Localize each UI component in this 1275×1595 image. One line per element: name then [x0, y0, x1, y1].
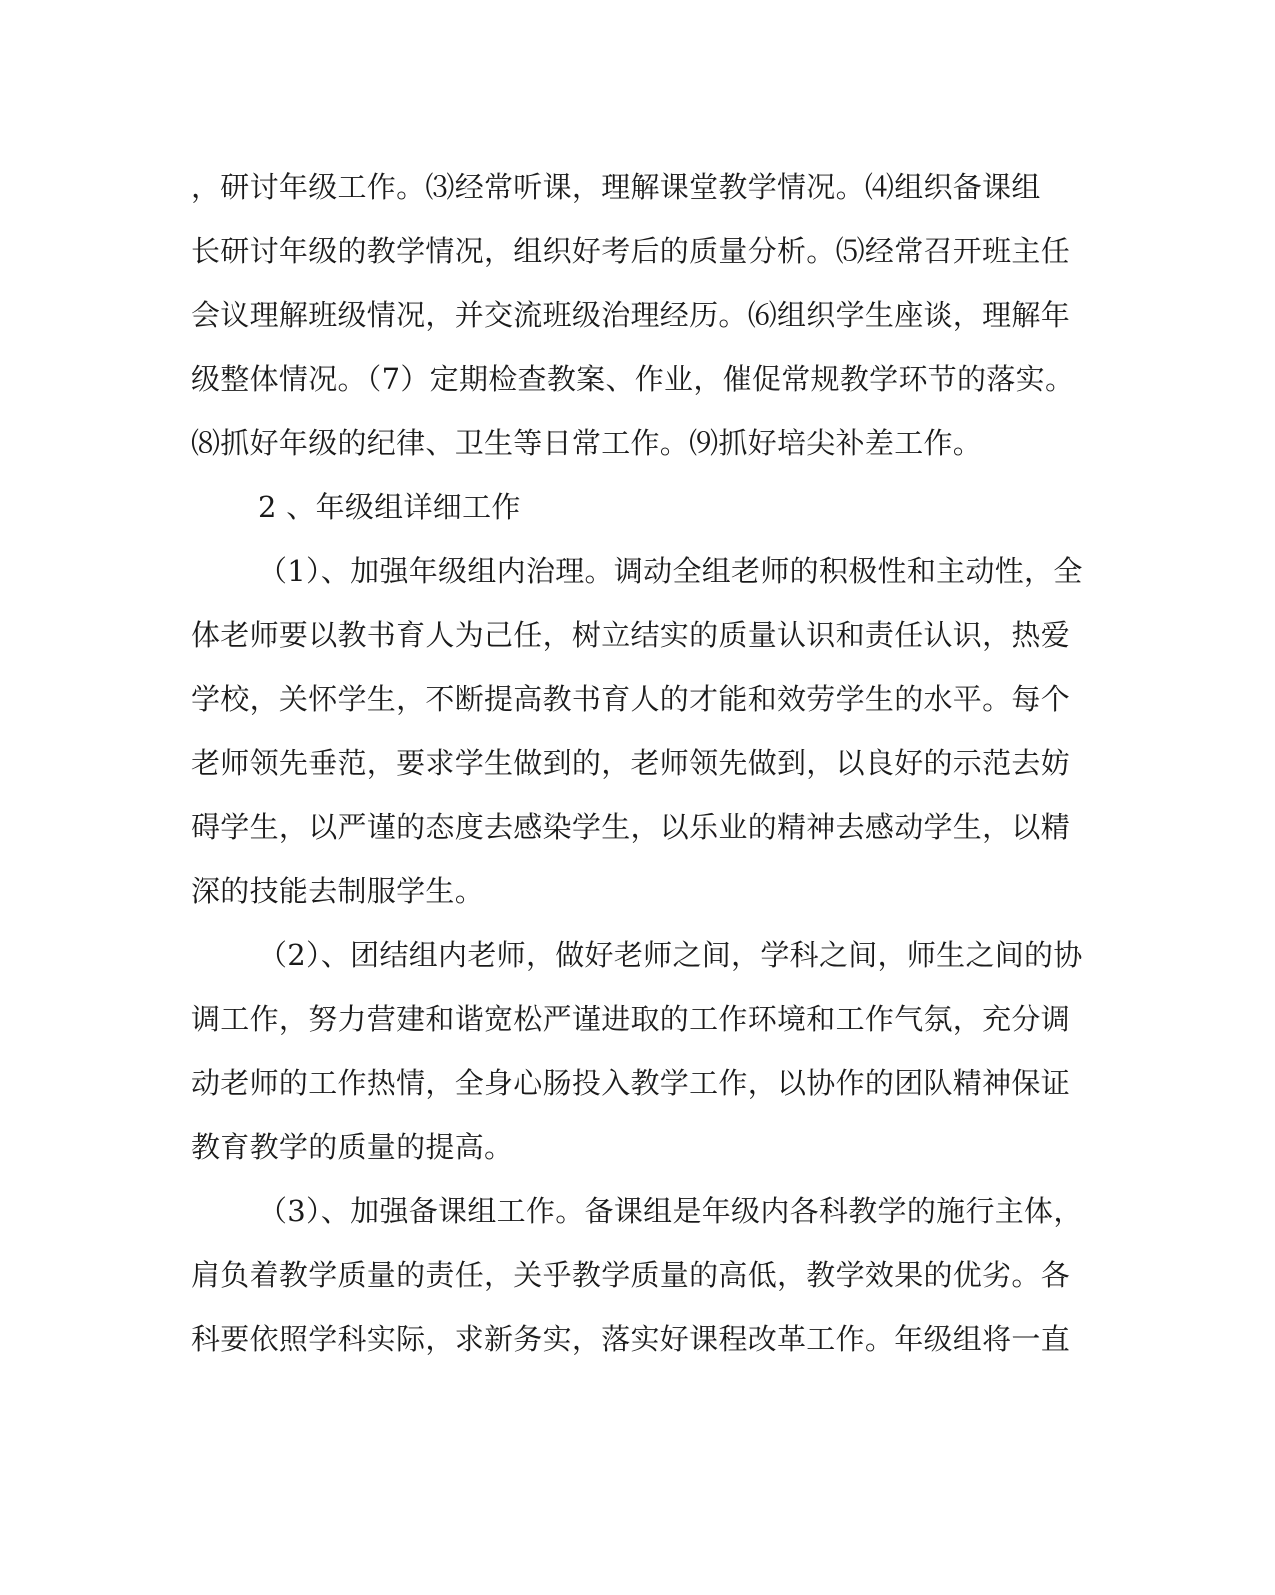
- text-line: 老师领先垂范，要求学生做到的，老师领先做到，以良好的示范去妨: [191, 746, 1071, 780]
- text-line: （2）、团结组内老师，做好老师之间，学科之间，师生之间的协: [258, 938, 1083, 972]
- text-line: 教育教学的质量的提高。: [191, 1130, 514, 1164]
- text-line: 动老师的工作热情，全身心肠投入教学工作，以协作的团队精神保证: [191, 1066, 1071, 1100]
- text-line: （3）、加强备课组工作。备课组是年级内各科教学的施行主体，: [258, 1194, 1083, 1228]
- text-line: ，研讨年级工作。⑶经常听课，理解课堂教学情况。⑷组织备课组: [191, 170, 1041, 204]
- text-line: 科要依照学科实际，求新务实，落实好课程改革工作。年级组将一直: [191, 1322, 1071, 1356]
- text-line: （1）、加强年级组内治理。调动全组老师的积极性和主动性，全: [258, 554, 1083, 588]
- text-line: 肩负着教学质量的责任，关乎教学质量的高低，教学效果的优劣。各: [191, 1258, 1071, 1292]
- text-line: ⑻抓好年级的纪律、卫生等日常工作。⑼抓好培尖补差工作。: [191, 426, 983, 460]
- text-line: 体老师要以教书育人为己任，树立结实的质量认识和责任认识，热爱: [191, 618, 1071, 652]
- text-line: 深的技能去制服学生。: [191, 874, 485, 908]
- text-line: 长研讨年级的教学情况，组织好考后的质量分析。⑸经常召开班主任: [191, 234, 1071, 268]
- text-line: 学校，关怀学生，不断提高教书育人的才能和效劳学生的水平。每个: [191, 682, 1071, 716]
- text-line: 调工作，努力营建和谐宽松严谨进取的工作环境和工作气氛，充分调: [191, 1002, 1071, 1036]
- section-heading: 2 、年级组详细工作: [258, 490, 521, 524]
- text-line: 级整体情况。（7）定期检查教案、作业，催促常规教学环节的落实。: [191, 362, 1075, 396]
- text-line: 会议理解班级情况，并交流班级治理经历。⑹组织学生座谈，理解年: [191, 298, 1071, 332]
- text-line: 碍学生，以严谨的态度去感染学生，以乐业的精神去感动学生，以精: [191, 810, 1071, 844]
